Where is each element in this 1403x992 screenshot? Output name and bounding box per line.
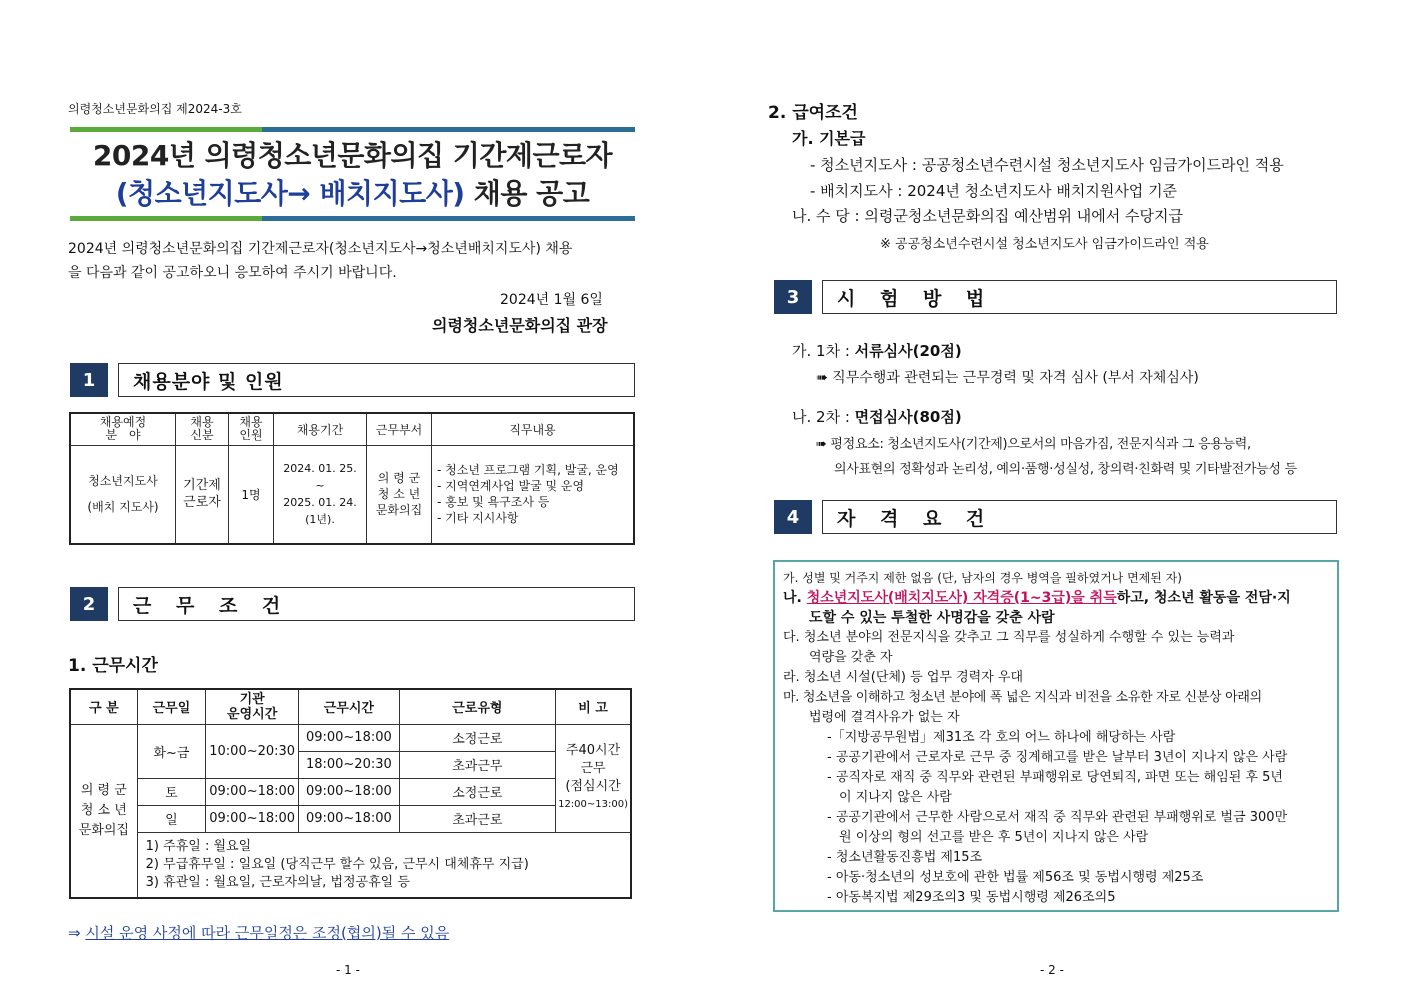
- th-dept: 근무부서: [367, 413, 432, 445]
- cell-day-weekday: 화~금: [137, 724, 206, 778]
- holiday-note: 1) 주휴일 : 월요일: [145, 838, 252, 854]
- qual-e-line-2: 법령에 결격사유가 없는 자: [809, 710, 960, 725]
- qual-a: 가. 성별 및 거주지 제한 없음 (단, 남자의 경우 병역을 필하였거나 면제된 자): [783, 571, 1182, 585]
- exam-2-desc-line: ➠ 평정요소: 청소년지도사(기간제)으로서의 마음가짐, 전문지식과 그 응용능력,: [816, 437, 1251, 452]
- cell-work: 09:00~18:00: [299, 778, 400, 805]
- cell-type: 초과근로: [399, 805, 555, 832]
- exam-2: [792, 406, 962, 427]
- qual-b: [783, 588, 1329, 608]
- cell-place: 의 령 군 청 소 년 문화의집: [70, 724, 137, 898]
- th-operating-hours: 기관 운영시간: [206, 689, 299, 724]
- cell-field: [70, 445, 176, 544]
- holiday-note: 2) 무급휴무일 : 일요일 (당직근무 할수 있음, 근무시 대체휴무 지급): [145, 856, 529, 872]
- schedule-note: [68, 922, 449, 943]
- basic-pay-list: [810, 152, 1284, 204]
- th-work-hours: 근무시간: [299, 689, 400, 724]
- period-start: 2024. 01. 25.: [283, 462, 357, 476]
- th-field: 채용예정 분 야: [70, 413, 176, 445]
- title-bottom-bar: [70, 216, 635, 221]
- section-4-number: 4: [774, 500, 812, 534]
- cell-type: 소정근로: [399, 778, 555, 805]
- th-status: 채용 신분: [176, 413, 229, 445]
- exam-2-prefix: 나. 2차 :: [792, 408, 855, 426]
- pay-heading: 2. 급여조건: [768, 103, 858, 123]
- th-workday: 근무일: [137, 689, 206, 724]
- duty-item: - 지역연계사업 발굴 및 운영: [437, 479, 585, 494]
- cell-dept: 의 령 군 청 소 년 문화의집: [367, 445, 432, 544]
- title-position: 청소년지도사→ 배치지도사: [128, 177, 453, 210]
- basic-pay-item: - 청소년지도사 : 공공청소년수련시설 청소년지도사 임금가이드라인 적용: [810, 156, 1284, 174]
- cell-work: 09:00~18:00: [299, 724, 400, 751]
- cell-status: 기간제 근로자: [176, 445, 229, 544]
- section-4-label: 자 격 요 건: [822, 500, 1337, 534]
- section-1-number: 1: [70, 363, 108, 397]
- qual-b-license: 청소년지도사(배치지도사) 자격증(1~3급)을 취득: [806, 590, 1117, 606]
- announcement-date: 2024년 1월 6일: [500, 292, 603, 308]
- duty-item: - 홍보 및 욕구조사 등: [437, 495, 550, 510]
- disqualification-item: - 공직자로 재직 중 직무와 관련된 부패행위로 당연퇴직, 파면 또는 해임된 후 5년: [827, 770, 1283, 785]
- th-period: 채용기간: [274, 413, 367, 445]
- title-suffix: 채용 공고: [464, 177, 590, 210]
- th-count: 채용 인원: [229, 413, 274, 445]
- basic-pay-heading: 가. 기본급: [792, 129, 866, 148]
- cell-duties: [432, 445, 635, 544]
- exam-1-prefix: 가. 1차 :: [792, 342, 855, 360]
- intro-line-2: 을 다음과 같이 공고하오니 응모하여 주시기 바랍니다.: [68, 265, 397, 281]
- exam-1-desc: ➠ 직무수행과 관련되는 근무경력 및 자격 심사 (부서 자체심사): [816, 370, 1199, 386]
- cell-open: 09:00~18:00: [206, 805, 299, 832]
- cell-type: 소정근로: [399, 724, 555, 751]
- th-duties: 직무내용: [432, 413, 635, 445]
- section-3-label: 시 험 방 법: [822, 280, 1337, 314]
- disqualification-item: - 공공기관에서 근무한 사람으로서 재직 중 직무와 관련된 부패행위로 벌금 300만: [827, 810, 1288, 825]
- field-line-2: (배치 지도사): [87, 500, 159, 515]
- cell-count: 1명: [229, 445, 274, 544]
- cell-open-weekday: 10:00~20:30: [206, 724, 299, 778]
- cell-work: 18:00~20:30: [299, 751, 400, 778]
- issuer: 의령청소년문화의집 관장: [432, 316, 608, 335]
- section-3-number: 3: [774, 280, 812, 314]
- schedule-note-text: 시설 운영 사정에 따라 근무일정은 조정(협의)될 수 있음: [85, 924, 450, 942]
- allowance-line: 나. 수 당 : 의령군청소년문화의집 예산범위 내에서 수당지급: [792, 207, 1183, 225]
- exam-1: [792, 340, 962, 361]
- disqualification-item: - 청소년활동진흥법 제15조: [827, 850, 983, 865]
- section-1-header: [70, 363, 635, 397]
- exam-2-title: 면접심사(80점): [854, 408, 962, 426]
- cell-day: 일: [137, 805, 206, 832]
- section-4-header: [774, 500, 1337, 534]
- title-top-bar: [70, 127, 635, 132]
- duty-item: - 기타 지시사항: [437, 511, 519, 526]
- period-tilde: ~: [315, 479, 325, 493]
- qual-b-prefix: 나.: [783, 590, 807, 606]
- cell-open: 09:00~18:00: [206, 778, 299, 805]
- exam-2-desc: [816, 432, 1297, 482]
- disqualification-item: - 아동복지법 제29조의3 및 동법시행령 제26조의5: [827, 890, 1116, 905]
- page-number-2: - 2 -: [1040, 963, 1064, 977]
- recruitment-table: [69, 412, 635, 545]
- cell-work: 09:00~18:00: [299, 805, 400, 832]
- period-length: (1년).: [305, 513, 335, 527]
- basic-pay-item: - 배치지도사 : 2024년 청소년지도사 배치지원사업 기준: [810, 182, 1178, 200]
- document-number: 의령청소년문화의집 제2024-3호: [68, 102, 242, 116]
- allowance-note: ※ 공공청소년수련시설 청소년지도사 임금가이드라인 적용: [880, 237, 1209, 252]
- cell-type: 초과근무: [399, 751, 555, 778]
- exam-2-desc-line: 의사표현의 정확성과 논리성, 예의·품행·성실성, 창의력·친화력 및 기타발전가능성 등: [834, 462, 1297, 477]
- arrow-icon: ⇒: [68, 924, 81, 942]
- th-division: 구 분: [70, 689, 137, 724]
- disqualification-item: 이 지나지 않은 사람: [839, 790, 952, 805]
- section-1-label: 채용분야 및 인원: [118, 363, 635, 397]
- cell-period: [274, 445, 367, 544]
- cell-day: 토: [137, 778, 206, 805]
- th-remark: 비 고: [556, 689, 631, 724]
- title-bracket-open: (: [115, 177, 129, 210]
- title-bracket-close: ): [452, 177, 465, 210]
- work-hours-table: [69, 688, 632, 899]
- qual-e: 마. 청소년을 이해하고 청소년 분야에 폭 넓은 지식과 비전을 소유한 자로 신분상 아래의: [783, 690, 1262, 705]
- disqualification-item: - 아동·청소년의 성보호에 관한 법률 제56조 및 동법시행령 제25조: [827, 870, 1204, 885]
- intro-text: [68, 237, 636, 285]
- page-title: [70, 137, 635, 213]
- cell-remark: [556, 724, 631, 832]
- qual-b-rest: 하고, 청소년 활동을 전담·지: [1116, 590, 1291, 606]
- intro-line-1: 2024년 의령청소년문화의집 기간제근로자(청소년지도사→청소년배치지도사) 채용: [68, 241, 573, 257]
- section-2-number: 2: [70, 587, 108, 621]
- qual-d: 라. 청소년 시설(단체) 등 업무 경력자 우대: [783, 670, 1023, 685]
- qual-c-line-2: 역량을 갖춘 자: [809, 650, 893, 665]
- field-line-1: 청소년지도사: [88, 474, 158, 489]
- qual-b-line-2: 도할 수 있는 투철한 사명감을 갖춘 사람: [809, 610, 1055, 626]
- cell-holiday-notes: [137, 832, 631, 898]
- remark-lunch: 12:00~13:00): [558, 799, 628, 810]
- section-2-header: [70, 587, 635, 621]
- disqualification-item: - 공공기관에서 근로자로 근무 중 징계해고를 받은 날부터 3년이 지나지 않은 사람: [827, 750, 1288, 765]
- duty-item: - 청소년 프로그램 기획, 발굴, 운영: [437, 463, 619, 478]
- disqualification-item: 원 이상의 형의 선고를 받은 후 5년이 지나지 않은 사람: [839, 830, 1149, 845]
- title-line-1: 2024년 의령청소년문화의집 기간제근로자: [92, 139, 613, 172]
- th-work-type: 근로유형: [399, 689, 555, 724]
- period-end: 2025. 01. 24.: [283, 496, 357, 510]
- work-hours-heading: 1. 근무시간: [68, 656, 158, 676]
- remark-main: 주40시간 근무 (점심시간: [565, 743, 621, 794]
- title-line-2: [70, 175, 635, 213]
- qual-c: 다. 청소년 분야의 전문지식을 갖추고 그 직무를 성실하게 수행할 수 있는 능력과: [783, 630, 1235, 645]
- exam-1-title: 서류심사(20점): [854, 342, 962, 360]
- page-number-1: - 1 -: [336, 963, 360, 977]
- section-2-label: 근 무 조 건: [118, 587, 635, 621]
- qualifications-box: [773, 560, 1339, 912]
- section-3-header: [774, 280, 1337, 314]
- holiday-note: 3) 휴관일 : 월요일, 근로자의날, 법정공휴일 등: [145, 874, 410, 890]
- disqualification-item: -「지방공무원법」제31조 각 호의 어느 하나에 해당하는 사람: [827, 730, 1176, 745]
